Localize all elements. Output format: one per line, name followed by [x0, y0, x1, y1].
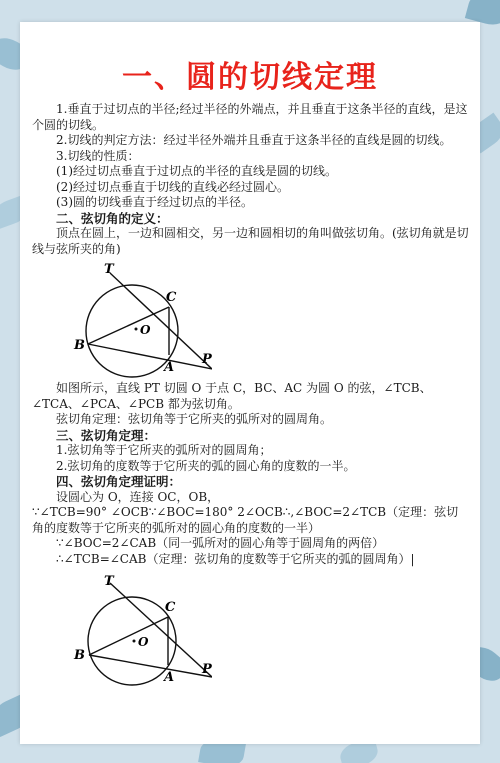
para-property-1: (1)经过切点垂直于过切点的半径的直线是圆的切线。 [56, 164, 338, 178]
label-P: P [202, 662, 212, 677]
para-proof-3: ∵∠BOC=2∠CAB（同一弧所对的圆心角等于圆周角的两倍） [56, 536, 385, 550]
label-C: C [166, 290, 177, 305]
figure-2 [52, 573, 212, 691]
label-C: C [165, 600, 176, 615]
heading-chord-tangent-theorem: 三、弦切角定理： [56, 427, 157, 443]
para-proof-4: ∴∠TCB=∠CAB（定理：弦切角的度数等于它所夹的弧的圆周角）| [56, 551, 415, 566]
para-tangent-criterion: 2.切线的判定方法：经过半径外端并且垂直于这条半径的直线是圆的切线。 [56, 133, 452, 147]
label-B: B [74, 338, 85, 353]
para-theorem-1: 1.弦切角等于它所夹的弧所对的圆周角； [56, 443, 272, 457]
document-page [20, 22, 480, 744]
para-property-3: (3)圆的切线垂直于经过切点的半径。 [56, 195, 253, 209]
para-tangent-property-head: 3.切线的性质： [56, 148, 140, 163]
label-P: P [202, 352, 212, 367]
para-proof-2: ∵∠TCB=90° ∠OCB∵∠BOC=180° 2∠OCB∴,∠BOC=2∠TCB（定理：弦切角的度数等于它所夹的弧所对的圆心角的度数的一半） [32, 505, 459, 535]
label-A: A [164, 670, 175, 685]
para-figure-desc: 如图所示，直线 PT 切圆 O 于点 C，BC、AC 为圆 O 的弦，∠TCB、∠TCA、∠PCA、∠PCB 都为弦切角。 [32, 381, 432, 411]
para-tangent-def: 1.垂直于过切点的半径;经过半径的外端点，并且垂直于这条半径的直线，是这个圆的切线。 [32, 102, 468, 132]
para-theorem-2: 2.弦切角的度数等于它所夹的弧的圆心角的度数的一半。 [56, 458, 356, 473]
label-T: T [104, 574, 114, 589]
para-chord-tangent-def: 顶点在圆上，一边和圆相交，另一边和圆相切的角叫做弦切角。(弦切角就是切线与弦所夹的角) [32, 226, 469, 256]
heading-theorem-proof: 四、弦切角定理证明： [56, 474, 182, 489]
label-A: A [164, 360, 175, 375]
figure-1 [52, 261, 212, 381]
document-body [32, 102, 470, 691]
label-O: O [138, 635, 149, 649]
label-T: T [104, 262, 114, 277]
label-B: B [74, 648, 85, 663]
para-theorem-intro: 弦切角定理：弦切角等于它所夹的弧所对的圆周角。 [56, 412, 333, 426]
label-O: O [140, 323, 151, 337]
para-proof-1: 设圆心为 O，连接 OC，OB， [56, 489, 220, 504]
para-property-2: (2)经过切点垂直于切线的直线必经过圆心。 [56, 179, 289, 194]
page-title: 一、圆的切线定理 [122, 60, 378, 95]
heading-chord-tangent-def: 二、弦切角的定义： [56, 210, 169, 226]
